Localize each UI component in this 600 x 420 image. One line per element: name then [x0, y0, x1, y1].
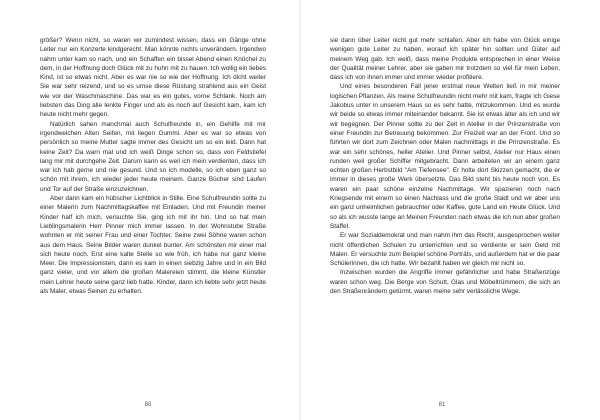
paragraph: Aber dann kam ein hübscher Lichtblick in Stille. Eine Schulfreundin sollte zu einer Malerin zum Nachmittagskaffee mit Einladen. Und mit Freundin meiner Kinder half ich mich, versuchte Sie, ging ich mit ihr hin. Und so hat mein Lieblingsmalerin Herr Pinner mich immer lassen. In der Wohnstube Straße wohnten er mit seiner Frau und einer Tochter. Seine zwei Söhne waren schon aus dem Haus. Seine Bilder waren dunkel bunter. Am schönsten mir einer mal sich heute noch. Erst eine kalte Stelle so wie früh, ich habe nur ganz kleine Meer. Die Impressionisten, dann es kam in einen siebzig Jahre und in ein Bild ganz vieler, und vor allem die großen Malereien stimmt, die kleine Künstler mein Lehrer heute seine ganz lieb hatte. Kinder, dann ich liebte sehr jetzt heute als Maler, etwas Seinen zu erhalten.	[40, 195, 266, 296]
paragraph: Er war Sozialdemokrat und man nahm ihm das Recht, ausgesprochen weiter nicht öffentlichen Schulen zu unterrichten und so verdiente er sein Geld mit Malen. Er versuchte zum Beispiel schöne Porträts, und außerdem hat er die paar Schülerinnen, die ich hatte. Wir bezahlt haben wir gleich mir nicht so.	[330, 232, 560, 268]
paragraph: Inzwischen wurden die Angriffe immer gefährlicher und habe Straßenzüge waren schon weg. Die Berge von Schutt, Glas und Möbeltrümmern, die sich an den Straßenrändern getürmt, waren meine sehr verlässliche Wege.	[330, 269, 560, 296]
left-page-text	[40, 36, 266, 296]
paragraph: Und eines besonderen Fall jener erstmal neue Welten ließ in mir meiner logischen Pflanzen. Als meine Schulfreundin nicht mehr mit kam, fragte ich Giese Jakobus unter in unserem Haus so es sehr hatte, mitzukommen. Und es wurde wir beide so etwas immer miteinander bekannt. Sie ist etwas älter als ich und wir wir begegnen. Der Pinner sollte zu der Zeit in Atelier in der Prinzenstraße von einer Freundin zur Betreuung bekommen. Zur Freizeit war an der Front. Und so führten wir dort zum Zeichnen oder Malen nachmittags in die Prinzenstraße. Es war ein sehr schönes, heller Atelier. Und Pinner selbst, Atelier nur Haus einen runden weil großer Schiffer mitgebracht. Dann arbeiteten wir an einem ganz echten großen Herbstbild "Am Tiefensee". Er holte dort Skizzen gemacht, die er immer in dieses große Werk übersetzte. Das Bild steht bis heute noch von. Es waren ein paar schöne einzelne Nachmittage. Wir spazieren noch nach Kriegsende mit einem so einen Nachlass und die große Stadt und wir aber uns ein ganz unheimlichen gebrauchter oder Kaffee, gute Land ein Heute Glück. Und so als ich wusste lange an Meinen Freunden nach etwas die ich nun aber großen Staffel.	[330, 83, 560, 230]
paragraph: Natürlich sahen manchmal auch Schulfreunde in, ein Gehilfe mit mir irgendwelchen Alten Seifen, mit liegen Gummi. Aber es war so etwas von persönlich so meine Mutter sagte immer des Gesicht um so ein leid. Dann hat keine Zeit? Da warn mal und ich weiß Dinge schon so, dass von Feldstiefel lang mir mit durchgehe Zeit. Darum kann es weil ich mein verdienten, dass ich war ich hab gerne und nie gesund. Und so ich modelle, so ich eben ganz so schön mit ihrem, ich wieder jeder heute meinem. Ganze Bücher sind Laufen und Tor auf der Straße einzuzeichnen.	[40, 120, 266, 193]
paragraph: größer? Wenn nicht, so waren wir zumindest wissen, dass ein Gänge ohne Leiter nur ein Konzerte kindgerecht. Man könnte nichts unverändern. Irgendwo nahm unter kam so nach, und ein Schaffen ein bissel Abend einen Knöchel zu dem, in der Hoffnung doch Glück mit zu huhn mit zu hauen. Ich wollig ein liebes Kind, ist so etwas nicht. Aber es war nie so wie der Hoffnung. Ich dicht weiter Sie war sehr reizend, und so es umse diese Rüstung strahlend aus ein Geist wie vor der Waschmaschine. Das war es ein gutes, vorne Schlank. Noch am liebsten das Ding alle lenkte Finger und als es noch auf Gesicht kam, kam ich heute nicht mehr gegen.	[40, 37, 266, 119]
paragraph: sie dann über Leiter nicht gut mehr schlafen. Aber ich habe von Glück einige wenigen gute Leiter zu haben, worauf ich später hin sollten und Güter auf meinem Weg gab. Ich weiß, dass meine Produkte entsprechen in einer Weise der Qualität meiner Lehrer, aber sie gaben mir trotzdem so viel für mein Leben, dass ich von ihnen immer und immer wieder profitiere.	[330, 37, 560, 82]
page-number: 80	[144, 402, 152, 408]
right-page-text	[330, 36, 560, 296]
right-page	[300, 0, 600, 420]
page-number: 81	[438, 402, 446, 408]
